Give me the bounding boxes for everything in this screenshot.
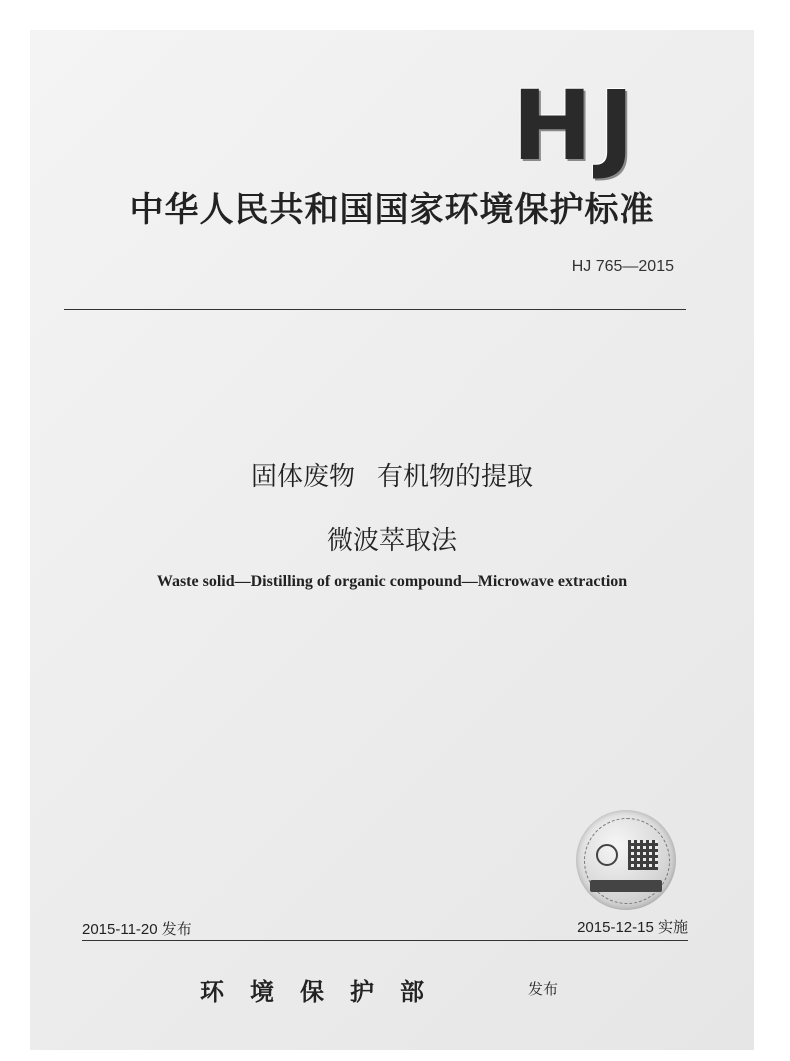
- anti-counterfeit-seal-icon: [576, 810, 676, 910]
- seal-logo-icon: [596, 844, 618, 866]
- qr-code-icon: [628, 840, 658, 870]
- standard-code: HJ 765—2015: [571, 258, 674, 275]
- seal-band: [590, 880, 662, 892]
- bottom-divider: [82, 940, 688, 941]
- issue-date: 2015-11-20 发布: [82, 921, 192, 938]
- hj-logo: HJ: [512, 70, 641, 182]
- document-cover: [30, 30, 754, 1050]
- en-title: Waste solid—Distilling of organic compound—Microwave extraction: [156, 573, 628, 590]
- publisher-suffix: 发布: [528, 980, 559, 998]
- cn-title-part-1: 固体废物: [250, 462, 355, 492]
- standard-category: 中华人民共和国国家环境保护标准: [129, 190, 655, 230]
- cn-title-part-2: 有机物的提取: [377, 462, 534, 492]
- top-divider: [64, 309, 686, 310]
- cn-title-line-2: 微波萃取法: [326, 526, 457, 556]
- implementation-date: 2015-12-15 实施: [577, 919, 688, 936]
- cn-title-line-1: [30, 456, 754, 493]
- publisher-name: 环境保护部: [200, 977, 450, 1006]
